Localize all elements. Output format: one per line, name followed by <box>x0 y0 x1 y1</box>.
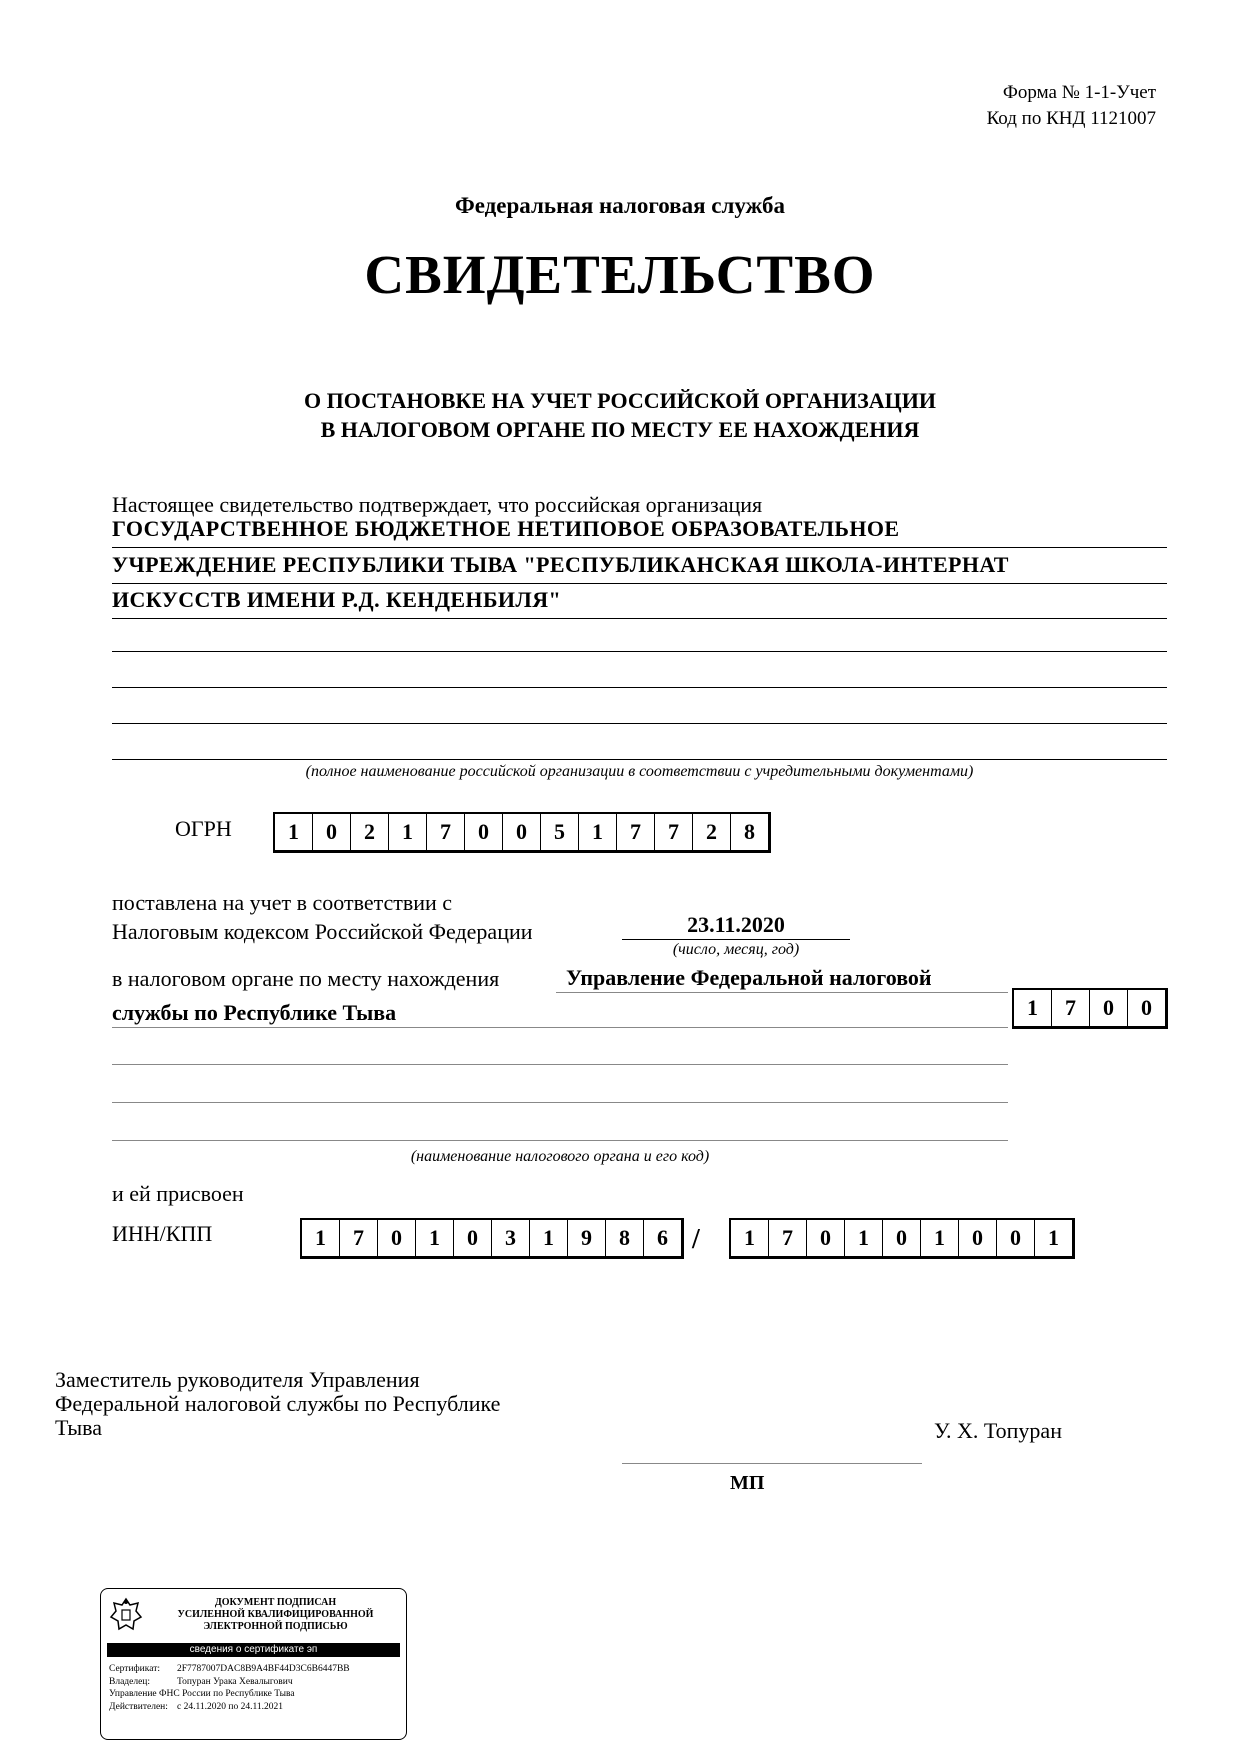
registration-line-2: Налоговым кодексом Российской Федерации <box>112 919 533 944</box>
inn-digit-cell: 1 <box>529 1220 567 1256</box>
blank-line <box>112 1102 1008 1103</box>
owner-row <box>109 1676 400 1689</box>
ogrn-label: ОГРН <box>175 816 232 841</box>
certificate-label: Сертификат: <box>109 1664 161 1674</box>
ogrn-digit-cell: 5 <box>540 814 578 850</box>
blank-line <box>112 687 1167 688</box>
inn-kpp-label: ИНН/КПП <box>112 1221 213 1246</box>
signer-name: У. Х. Топуран <box>934 1418 1062 1443</box>
inn-digit-cell: 8 <box>605 1220 643 1256</box>
ogrn-digit-cell: 7 <box>426 814 464 850</box>
ogrn-digit-cell: 2 <box>350 814 388 850</box>
stamp-place-mark: МП <box>730 1472 765 1494</box>
tax-authority-name-line-1: Управление Федеральной налоговой <box>556 964 1008 993</box>
inn-digit-cell: 7 <box>339 1220 377 1256</box>
signature-heading-line-1: ДОКУМЕНТ ПОДПИСАН <box>214 1597 337 1608</box>
kpp-digit-cell: 0 <box>806 1220 844 1256</box>
ogrn-digit-cell: 7 <box>616 814 654 850</box>
form-number: Форма № 1-1-Учет <box>1002 82 1156 103</box>
registration-date: 23.11.2020 <box>622 911 850 940</box>
validity-label: Действителен: <box>109 1701 168 1712</box>
inn-kpp-separator: / <box>692 1224 700 1255</box>
certificate-row <box>109 1663 400 1676</box>
tax-authority-code-digit-cell: 1 <box>1027 995 1038 1020</box>
inn-digit-cell: 6 <box>643 1220 681 1256</box>
ogrn-digit-cell: 0 <box>502 814 540 850</box>
certificate-info-bar: сведения о сертификате эп <box>107 1643 400 1657</box>
organization-hint: (полное наименование российской организации в соответствии с учредительными документами) <box>305 763 974 780</box>
blank-line <box>112 1140 1008 1141</box>
subtitle-line-1: О ПОСТАНОВКЕ НА УЧЕТ РОССИЙСКОЙ ОРГАНИЗАЦИИ <box>304 388 936 413</box>
inn-digit-cell: 1 <box>315 1225 326 1250</box>
signature-line <box>622 1463 922 1464</box>
tax-authority-hint: (наименование налогового органа и его код) <box>410 1148 710 1165</box>
organization-name-line-1: ГОСУДАРСТВЕННОЕ БЮДЖЕТНОЕ НЕТИПОВОЕ ОБРАЗОВАТЕЛЬНОЕ <box>112 513 1167 548</box>
document-subtitle <box>0 386 1240 444</box>
tax-authority-code-digit-cell: 0 <box>1089 990 1127 1026</box>
kpp-digit-cell: 1 <box>1034 1220 1072 1256</box>
tax-authority-code-digit-cell: 0 <box>1127 990 1165 1026</box>
kpp-digit-cell: 1 <box>844 1220 882 1256</box>
coat-of-arms-icon <box>107 1595 145 1635</box>
signer-position-line-2: Федеральной налоговой службы по Республике <box>55 1391 501 1416</box>
kpp-digit-cell: 1 <box>920 1220 958 1256</box>
kpp-digit-cell: 0 <box>882 1220 920 1256</box>
ogrn-digit-cell: 1 <box>578 814 616 850</box>
inn-digit-cell: 3 <box>491 1220 529 1256</box>
subtitle-line-2: В НАЛОГОВОМ ОРГАНЕ ПО МЕСТУ ЕЕ НАХОЖДЕНИЯ <box>320 417 920 442</box>
kpp-digit-cell: 0 <box>996 1220 1034 1256</box>
assigned-label: и ей присвоен <box>112 1181 244 1206</box>
signature-heading-line-3: ЭЛЕКТРОННОЙ ПОДПИСЬЮ <box>203 1621 348 1632</box>
certificate-value: 2F7787007DAC8B9A4BF44D3C6B6447BB <box>177 1664 350 1674</box>
blank-line <box>112 1064 1008 1065</box>
agency-name: Федеральная налоговая служба <box>455 193 785 218</box>
tax-authority-code-digit-cell: 7 <box>1051 990 1089 1026</box>
blank-line <box>112 723 1167 724</box>
ogrn-digit-cell: 0 <box>464 814 502 850</box>
signature-heading-line-2: УСИЛЕННОЙ КВАЛИФИЦИРОВАННОЙ <box>177 1609 374 1620</box>
kpp-cells <box>729 1218 1075 1259</box>
kpp-digit-cell: 1 <box>744 1225 755 1250</box>
signer-position-line-1: Заместитель руководителя Управления <box>55 1367 420 1392</box>
ogrn-cells <box>273 812 771 853</box>
inn-digit-cell: 0 <box>453 1220 491 1256</box>
inn-digit-cell: 1 <box>415 1220 453 1256</box>
ogrn-digit-cell: 0 <box>312 814 350 850</box>
owner-value: Топуран Урака Хевалыгович <box>177 1676 293 1687</box>
tax-authority-name-line-2: службы по Республике Тыва <box>112 999 1008 1028</box>
ogrn-digit-cell: 1 <box>388 814 426 850</box>
ogrn-digit-cell: 1 <box>288 819 299 844</box>
inn-cells <box>300 1218 684 1259</box>
knd-code: Код по КНД 1121007 <box>986 108 1156 129</box>
inn-digit-cell: 0 <box>377 1220 415 1256</box>
organization-name-line-2: УЧРЕЖДЕНИЕ РЕСПУБЛИКИ ТЫВА "РЕСПУБЛИКАНСКАЯ ШКОЛА-ИНТЕРНАТ <box>112 549 1167 584</box>
ogrn-digit-cell: 2 <box>692 814 730 850</box>
blank-line <box>112 651 1167 652</box>
signature-heading <box>151 1597 400 1633</box>
signer-position-line-3: Тыва <box>55 1415 102 1440</box>
blank-line <box>112 759 1167 760</box>
validity-row <box>109 1701 400 1714</box>
kpp-digit-cell: 7 <box>768 1220 806 1256</box>
document-title: СВИДЕТЕЛЬСТВО <box>364 244 876 305</box>
intro-text: Настоящее свидетельство подтверждает, что российская организация <box>112 492 763 517</box>
certificate-details <box>109 1663 400 1713</box>
org-value: Управление ФНС России по Республике Тыва <box>109 1689 295 1699</box>
date-hint: (число, месяц, год) <box>672 941 800 958</box>
registration-line-1: поставлена на учет в соответствии с <box>112 890 453 915</box>
owner-label: Владелец: <box>109 1676 151 1687</box>
kpp-digit-cell: 0 <box>958 1220 996 1256</box>
org-row <box>109 1688 400 1701</box>
tax-authority-label: в налоговом органе по месту нахождения <box>112 966 500 991</box>
ogrn-digit-cell: 7 <box>654 814 692 850</box>
validity-value: с 24.11.2020 по 24.11.2021 <box>177 1701 283 1712</box>
signer-position <box>55 1368 575 1440</box>
inn-digit-cell: 9 <box>567 1220 605 1256</box>
electronic-signature-stamp <box>100 1588 407 1740</box>
ogrn-digit-cell: 8 <box>730 814 768 850</box>
form-header <box>856 80 1156 132</box>
organization-name-line-3: ИСКУССТВ ИМЕНИ Р.Д. КЕНДЕНБИЛЯ" <box>112 584 1167 619</box>
tax-authority-code-cells <box>1012 988 1168 1029</box>
